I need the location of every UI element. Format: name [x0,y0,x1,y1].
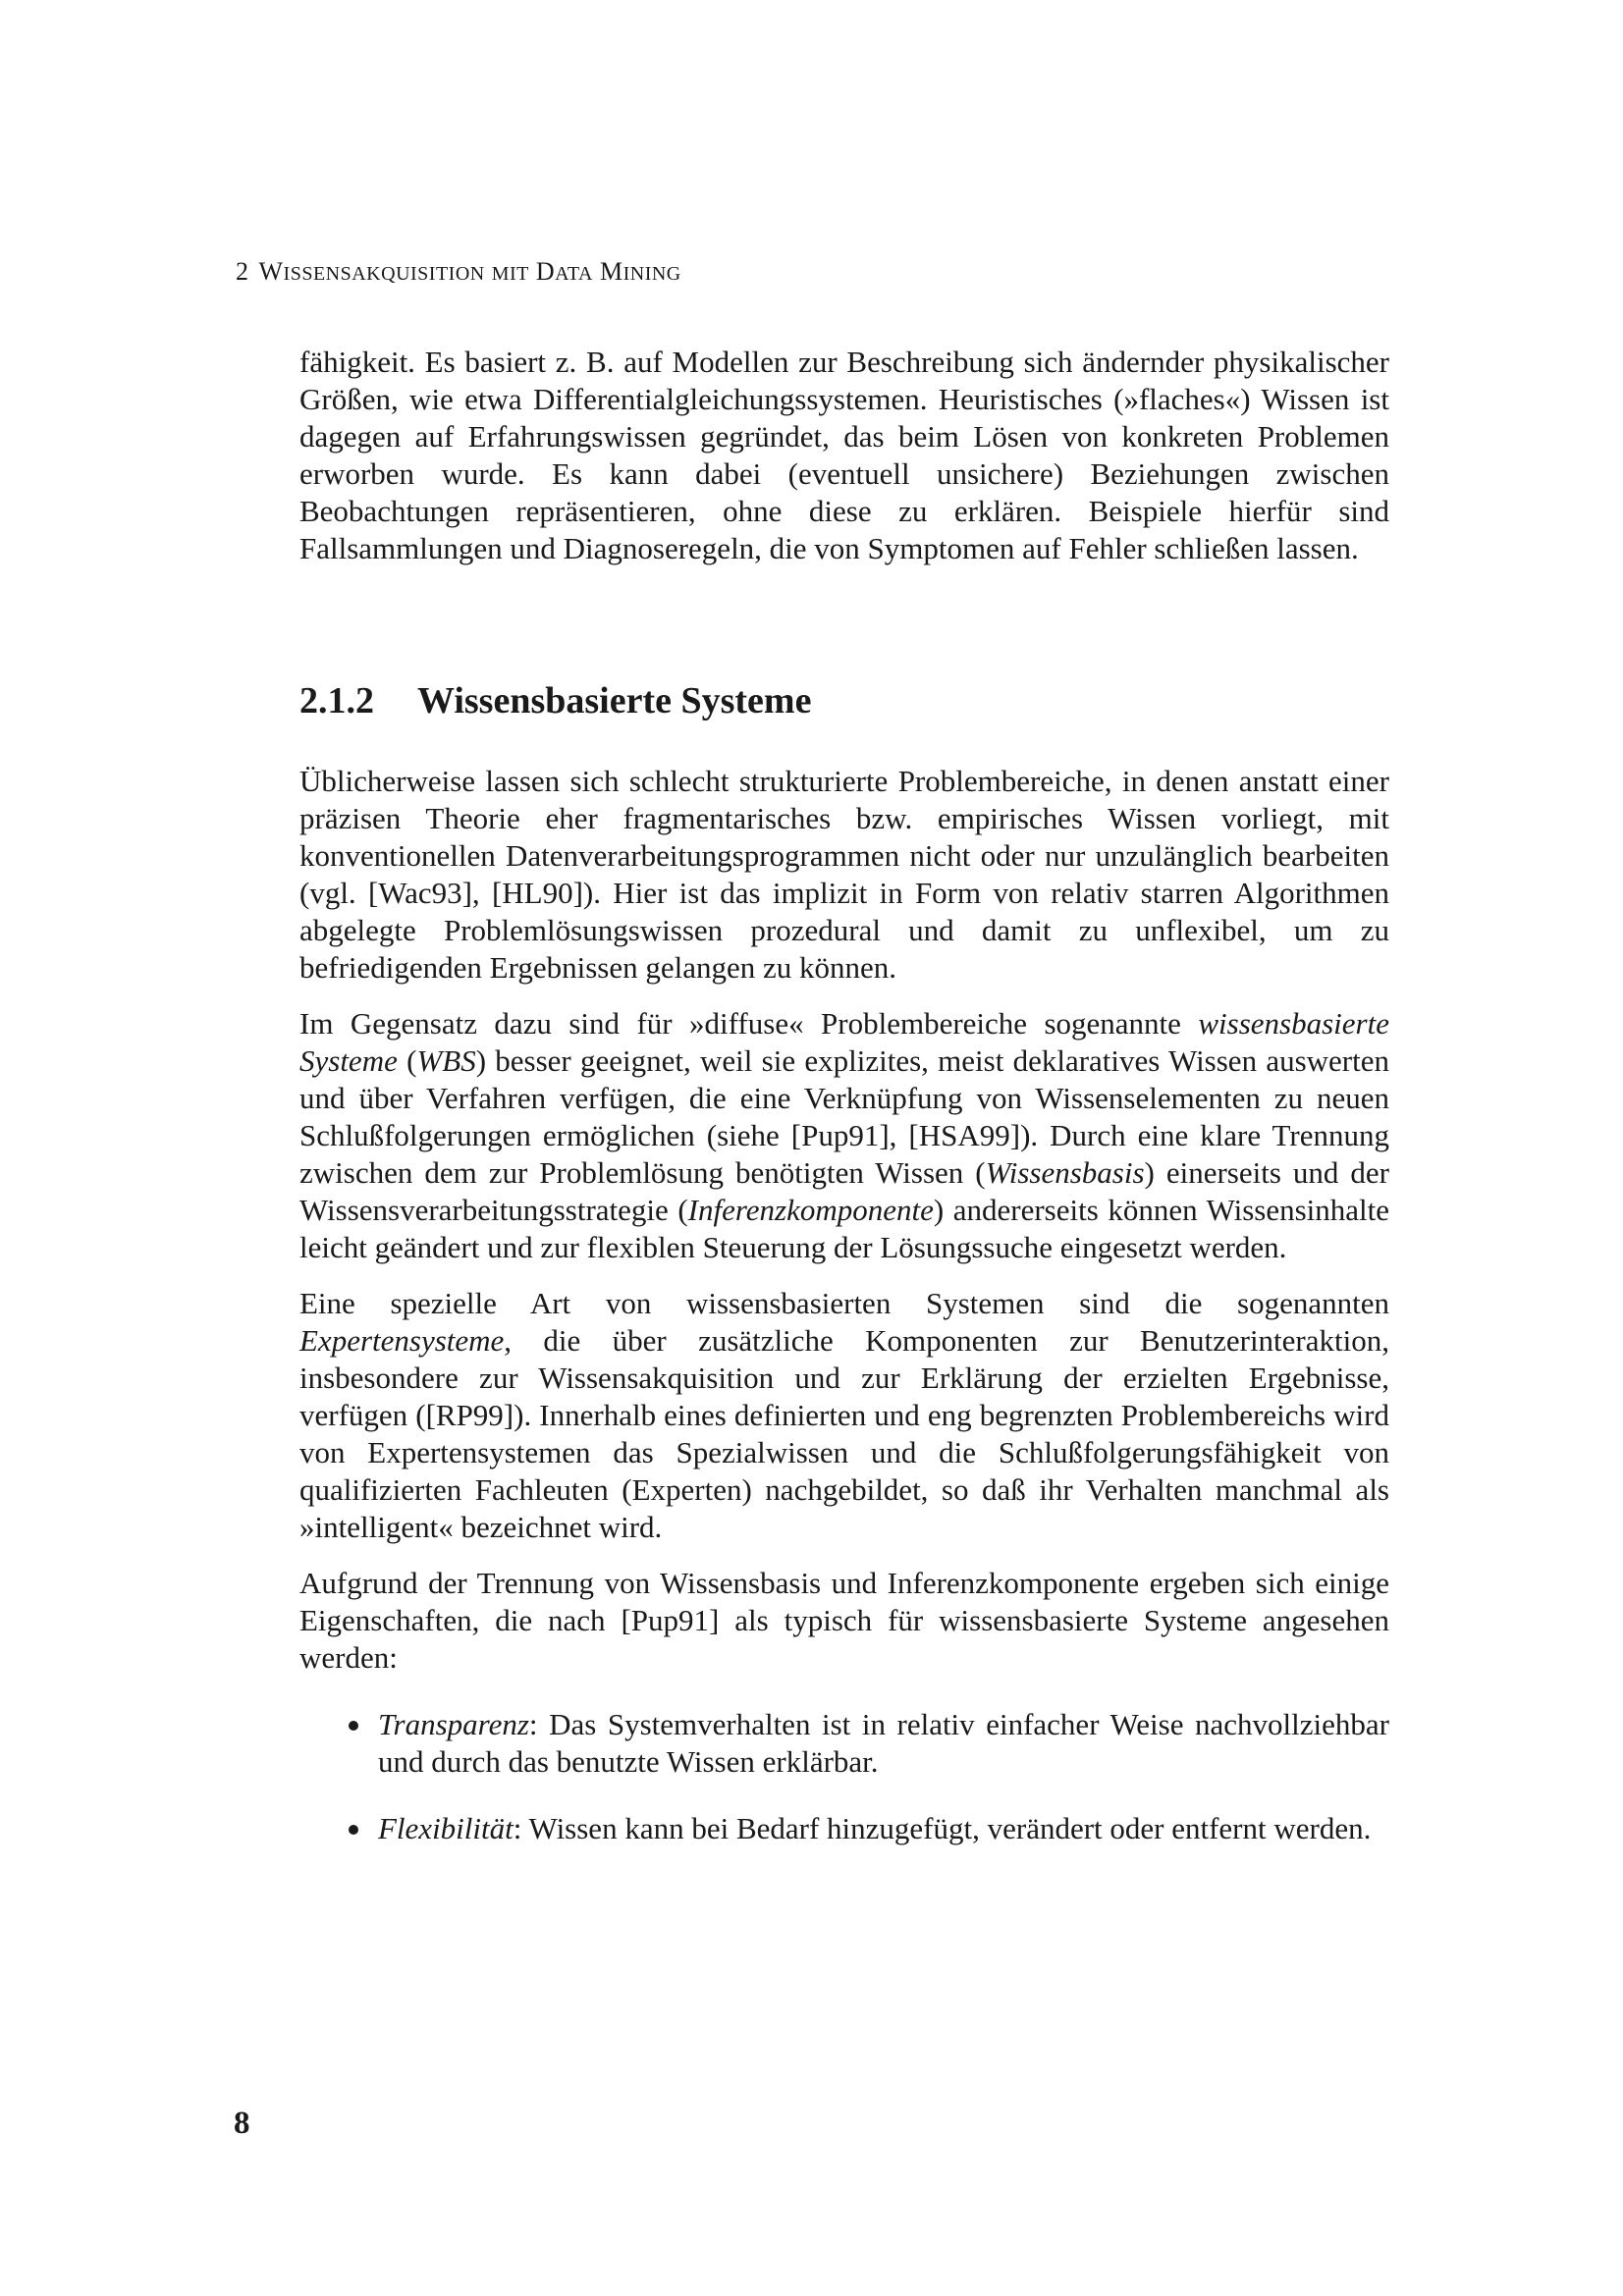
paragraph-4: Aufgrund der Trennung von Wissensbasis und Inferenzkomponente ergeben sich einige Eigenschaften, die nach [Pup91] als typisch für wissensbasierte Systeme angesehen werden: [299,1566,1389,1675]
section-heading [299,679,811,722]
section-number: 2.1.2 [299,680,374,721]
paragraph-3: Eine spezielle Art von wissensbasierten Systemen sind die sogenannten Expertensysteme, die über zusätzliche Komponenten zur Benutzerinteraktion, insbesondere zur Wissensakquisition und zur Erklärung der erzielten Ergebnisse, verfügen ([RP99]). Innerhalb eines definierten und eng begrenzten Problembereichs wird von Expertensystemen das Spezialwissen und die Schlußfolgerungsfähigkeit von qualifizierten Fachleuten (Experten) nachgebildet, so daß ihr Verhalten manchmal als »intelligent« bezeichnet wird. [299,1286,1389,1544]
running-head-title: WISSENSAKQUISITION MIT DATA MINING [258,257,681,286]
paragraph-1: Üblicherweise lassen sich schlecht strukturierte Problembereiche, in denen anstatt einer präzisen Theorie eher fragmentarisches bzw. empirisches Wissen vorliegt, mit konventionellen Datenverarbeitungsprogrammen nicht oder nur unzulänglich bearbeiten (vgl. [Wac93], [HL90]). Hier ist das implizit in Form von relativ starren Algorithmen abgelegte Problemlösungswissen prozedural und damit zu unflexibel, um zu befriedigenden Ergebnissen gelangen zu können. [299,764,1389,985]
continued-paragraph-block [299,344,1389,567]
section-body [299,763,1389,1847]
bullet-icon [349,1825,358,1835]
section-title: Wissensbasierte Systeme [417,680,812,721]
feature-list [299,1706,1389,1847]
list-item: Flexibilität: Wissen kann bei Bedarf hinzugefügt, verändert oder entfernt werden. [299,1810,1389,1847]
running-head-chapter-number: 2 [236,257,249,286]
page-number: 8 [234,2106,250,2141]
paragraph-2: Im Gegensatz dazu sind für »diffuse« Problembereiche sogenannte wissensbasierte Systeme (WBS) besser geeignet, weil sie explizites, meist deklaratives Wissen auswerten und über Verfahren verfügen, die eine Verknüpfung von Wissenselementen zu neuen Schlußfolgerungen ermöglichen (siehe [Pup91], [HSA99]). Durch eine klare Trennung zwischen dem zur Problemlösung benötigten Wissen (Wissensbasis) einerseits und der Wissensverarbeitungsstrategie (Inferenzkomponente) andererseits können Wissensinhalte leicht geändert und zur flexiblen Steuerung der Lösungssuche eingesetzt werden. [299,1006,1390,1264]
continued-paragraph: fähigkeit. Es basiert z. B. auf Modellen zur Beschreibung sich ändernder physikalischer Größen, wie etwa Differentialgleichungssystemen. Heuristisches (»flaches«) Wissen ist dagegen auf Erfahrungswissen gegründet, das beim Lösen von konkreten Problemen erworben wurde. Es kann dabei (eventuell unsichere) Beziehungen zwischen Beobachtungen repräsentieren, ohne diese zu erklären. Beispiele hierfür sind Fallsammlungen und Diagnoseregeln, die von Symptomen auf Fehler schließen lassen. [299,345,1389,565]
list-item: Transparenz: Das Systemverhalten ist in relativ einfacher Weise nachvollziehbar und durch das benutzte Wissen erklärbar. [299,1706,1389,1781]
bullet-icon [349,1721,358,1731]
running-head [236,257,681,287]
